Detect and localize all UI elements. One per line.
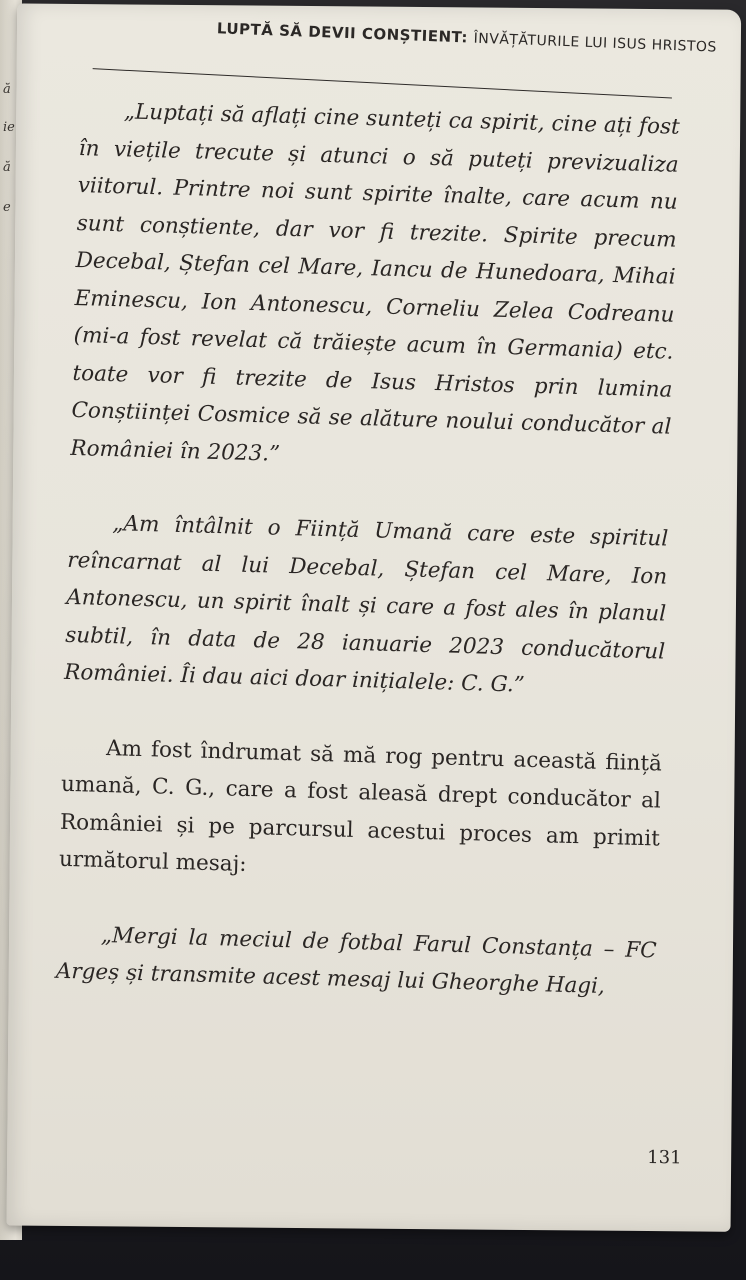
left-page-fragment: ie (3, 120, 15, 135)
left-page-fragment: ă (3, 82, 11, 97)
paragraph-quote-football: „Mergi la meciul de fotbal Farul Constanța – FC Argeș și transmite acest mesaj lui Gheorghe Hagi, (55, 922, 658, 1000)
running-head-title: LUPTĂ SĂ DEVII CONȘTIENT: (216, 19, 469, 47)
running-head-subtitle: ÎNVĂȚĂTURILE LUI ISUS HRISTOS (473, 30, 718, 56)
body-text (55, 92, 680, 1007)
left-page-fragment: e (3, 200, 11, 215)
left-page-fragment: ă (3, 160, 11, 175)
paragraph-quote-human-being: „Am întâlnit o Ființă Umană care este spiritul reîncarnat al lui Decebal, Ștefan cel Mare, Ion Antonescu, un spirit înalt și care a fost ales în planul subtil, în data de 28 ianuarie 2023 conducătorul României. Îi dau aici doar inițialele: C. G.” (63, 511, 669, 698)
paragraph-narrative: Am fost îndrumat să mă rog pentru această ființă umană, C. G., care a fost aleasă drept conducător al României și pe parcursul acestui proces am primit următorul mesaj: (58, 735, 663, 877)
paragraph-quote-spirits: „Luptați să aflați cine sunteți ca spirit, cine ați fost în viețile trecute și atunci o să puteți previzualiza viitorul. Printre noi sunt spirite înalte, care acum nu sunt conștiente, dar vor fi trezite. Spirite precum Decebal, Ștefan cel Mare, Iancu de Hunedoara, Mihai Eminescu, Ion Antonescu, Corneliu Zelea Codreanu (mi-a fost revelat că trăiește acum în Germania) etc. toate vor fi trezite de Isus Hristos prin lumina Conștiinței Cosmice să se alăture noului conducător al României în 2023.” (70, 99, 681, 467)
book-page (7, 3, 742, 1231)
page-number: 131 (647, 1147, 682, 1169)
running-head (97, 15, 717, 56)
